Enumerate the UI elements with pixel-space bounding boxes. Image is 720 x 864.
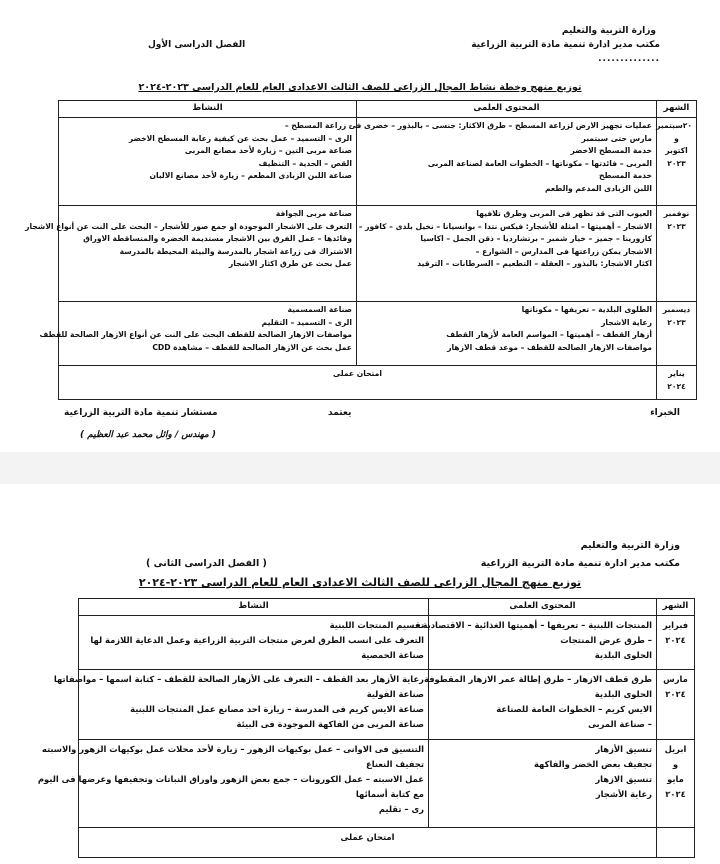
column-header-activity: النشاط [59,101,357,118]
column-header-month: الشهر [657,599,695,616]
table-header-row [59,101,697,118]
content-cell [357,302,657,366]
curriculum-table [37,598,695,858]
month-cell [657,118,697,206]
activity-cell [59,118,357,206]
month-line: اكتوبر [665,146,688,156]
exam-cell [79,828,657,858]
activity-line: صناعة الايس كريم فى المدرسة – زيارة احد مصانع عمل المنتجات اللبنية [130,704,424,714]
activity-line: الرى – التسميد – التقليم [261,317,352,327]
content-line: مارس حتى سبتمبر [581,133,652,143]
content-line: عمليات تجهيز الارض لزراعة المسطح – طرق الاكثار: جنسى – بالبذور – خضرى فى [348,121,652,130]
activity-line: الاشتراك فى زراعة اشجار بالمدرسة والبيئة المحيطة بالمدرسة [119,246,352,256]
column-header-activity: النشاط [79,599,429,616]
activity-cell [25,206,357,302]
term-label: ( الفصل الدراسى الثانى ) [146,558,267,569]
content-line: كازورينا – جميز – خيار شمبر – برتشارديا – ذقن الجمل – اكاسيا [420,234,652,244]
content-cell [423,670,657,740]
content-line: اكثار الاشجار: بالبذور – العقلة – التطعيم – السرطانات – الترقيد [417,259,652,269]
month-line: و [674,133,679,143]
content-line: الحلوى البلدية [594,689,652,699]
signature-experts: الخبراء [650,408,680,418]
month-line: نوفمبر [663,209,690,218]
activity-line: التعرف على انسب الطرق لعرض منتجات التربية الزراعية وعمل الدعاية اللازمة لها [90,635,424,645]
page-title: توزيع منهج المجال الزراعى للصف الثالث الاعدادى العام للعام الدراسى ٢٠٢٣-٢٠٢٤ [138,576,582,589]
month-line: مايو [667,774,684,784]
month-cell [657,366,697,400]
activity-cell [37,740,429,828]
table-row [59,366,697,400]
activity-line: صناعة السمسمية [287,305,352,314]
activity-line: مع كتابة أسمائها [355,789,424,799]
term-label: الفصل الدراسى الأول [148,40,246,50]
month-line: ابريل [664,744,687,754]
activity-line: عمل بحث عن طرق اكثار الاشجار [228,259,352,269]
activity-line: - زراعة المسطح – [284,121,352,130]
month-cell [657,740,695,828]
table-row [79,670,695,740]
activity-line: صناعة مربى الجوافة [275,209,352,218]
activity-line: الرى – التسميد – عمل بحث عن كيفية رعاية المسطح الاخضر [128,133,352,143]
content-line: تنسيق الأزهار [595,744,652,754]
content-line: الاشجار يمكن زراعتها فى المدارس – الشوارع – [475,246,652,256]
exam-label: امتحان عملى [333,369,382,378]
activity-line: صناعة المربى من الفاكهة الموجودة فى البيئة [236,719,424,729]
activity-line: مواصفات الازهار الصالحة للقطف البحث على النت عن أنواع الازهار الصالحة للقطف [39,330,352,340]
content-line: الاشجار – أهميتها – امثلة للأشجار: فيكس نتدا – بوانسيانا – نخيل بلدى – كافور – [358,221,652,231]
month-line: و [672,759,679,769]
content-line: أزهار القطف – أهميتها – المواسم العامة لأزهار القطف [446,330,652,340]
month-line: يناير [668,369,685,378]
month-cell [657,616,695,670]
month-line: ٢٠٢٤ [665,635,686,645]
activity-line: صناعة الحمصية [361,650,424,660]
activity-line: التنسيق فى الاوانى – عمل بوكيهات الزهور – زيارة لأحد محلات عمل بوكيهات الزهور والاسبته [41,744,424,754]
content-line: رعاية الاشجار [601,317,652,327]
activity-line: تجفيف النعناع [366,759,424,769]
month-line: ٢٠٢٣ [667,158,686,168]
activity-line: صناعة اللبن الزبادى المطعم – زيارة لأحد مصانع الالبان [149,171,352,181]
activity-cell [53,670,429,740]
office-label: مكتب مدير ادارة تنمية مادة التربية الزراعية [480,558,680,569]
month-cell [657,206,697,302]
column-header-month: الشهر [657,101,697,118]
content-cell [357,206,657,302]
column-header-content: المحتوى العلمى [429,599,657,616]
page-title: توزيع منهج وخطة نشاط المجال الزراعى للصف الثالث الاعدادى العام للعام الدراسى ٢٠٢٣-٢٠٢٤ [138,82,582,93]
content-line: تنسيق الازهار [595,774,652,784]
activity-line: صناعة الفولية [366,689,424,699]
table-header-row [79,599,695,616]
content-line: الايس كريم – الخطوات العامة للصناعة [496,704,652,714]
content-line: – صناعة المربى [588,719,652,729]
curriculum-table [25,100,697,400]
month-line: ٢٠٢٣ [667,317,686,327]
table-row [59,302,697,366]
activity-cell [79,616,429,670]
table-row [79,616,695,670]
column-header-content: المحتوى العلمى [357,101,657,118]
month-line: مارس [663,674,688,684]
content-line: خدمة المسطح الاخضر [570,146,652,156]
signature-advisor: مستشار تنمية مادة التربية الزراعية [64,408,218,418]
activity-line: صناعة مربى التين – زيارة لأحد مصانع المربى [184,146,352,156]
month-line: ٢٠٢٣ [667,221,686,231]
activity-cell [39,302,357,366]
signature-approve: يعتمد [328,408,352,418]
table-row [79,740,695,828]
month-line: ديسمبر [662,305,691,314]
ministry-label: وزارة التربية والتعليم [580,540,680,551]
exam-cell [59,366,657,400]
table-row [59,118,697,206]
signature-engineer: ( مهندس / وائل محمد عبد العظيم ) [80,430,217,440]
content-line: رعاية الأشجار [595,789,652,799]
content-line: العيوب التى قد تظهر فى المربى وطرق تلافيها [476,209,652,218]
content-cell [429,740,657,828]
activity-line: عمل الاسبته – عمل الكورونات – جمع بعض الزهور واوراق النباتات وتجفيفها وعرضها فى اليوم [37,774,424,784]
month-cell [657,828,695,858]
activity-line: التعرف على الاشجار الموجودة او جمع صور للأشجار – البحث على النت عن أنواع الاشجار [25,221,352,231]
month-line: ٢٠سبتمبر [656,121,692,130]
activity-line: رى – تقليم [378,804,424,814]
activity-line: تقسيم المنتجات اللبنية [329,620,424,630]
content-line: المربى – فائدتها – مكوناتها – الخطوات العامة لصناعة المربى [427,158,652,168]
activity-line: رعاية الأزهار بعد القطف – التعرف على الأزهار الصالحة للقطف – كتابة اسمها – مواصفاتها [53,674,424,684]
activity-line: وفائدها – عمل الفرق بين الاشجار مستديمة الخضرة والمتساقطة الاوراق [83,234,352,244]
month-line: فبراير [662,620,689,630]
month-line: ٢٠٢٤ [667,381,686,391]
month-cell [657,670,695,740]
content-line: الطلوى البلدية – تعريفها – مكوناتها [521,305,652,314]
content-line: اللبن الزبادى المدعم والطعم [544,183,652,193]
content-line: المنتجات اللبنية – تعريفها – أهميتها الغذائية – الاقتصادية – [415,620,652,630]
content-cell [348,118,657,206]
content-line: – طرق عرض المنتجات [560,635,652,645]
month-line: ٢٠٢٤ [665,789,686,799]
content-line: خدمة المسطح [599,171,652,181]
activity-line: عمل بحث عن الازهار الصالحة للقطف – مشاهدة CDD [152,342,352,352]
month-line: ٢٠٢٤ [665,689,686,699]
content-cell [415,616,657,670]
content-line: تجفيف بعض الخضر والفاكهة [533,759,652,769]
table-row [59,206,697,302]
ministry-label: وزارة التربية والتعليم [561,26,656,36]
table-row [79,828,695,858]
month-cell [657,302,697,366]
content-line: مواصفات الازهار الصالحة للقطف – موعد قطف الازهار [447,342,652,352]
content-line: الحلوى البلدية [594,650,652,660]
office-label: مكتب مدير ادارة تنمية مادة التربية الزراعية [471,40,660,50]
activity-line: القص – الحدية – التنظيف [258,158,352,168]
content-line: طرق قطف الازهار – طرق إطالة عمر الازهار المقطوفة [423,674,652,684]
document-page-second-term [0,484,720,864]
dotted-line: .............. [598,54,660,64]
exam-label: امتحان عملى [340,832,395,842]
